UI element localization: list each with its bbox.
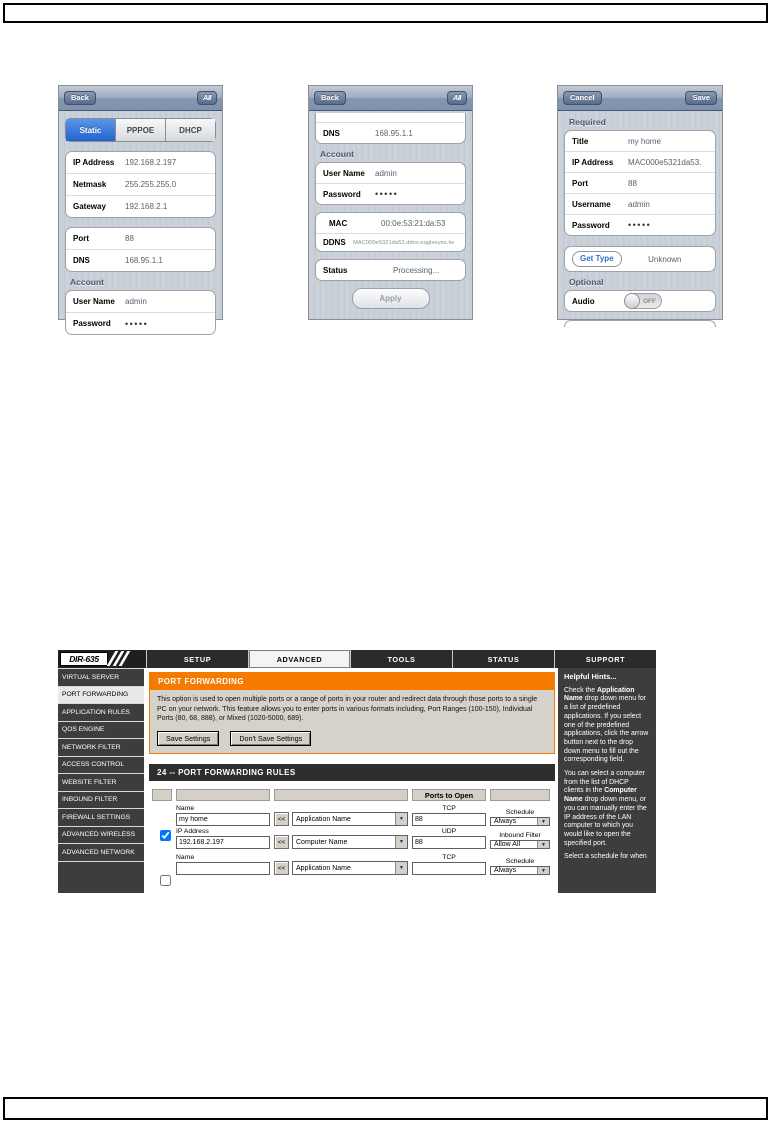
port-forwarding-description: This option is used to open multiple ports or a range of ports in your router and redirect data through those ports to a single PC on your network. This feature allows you to enter ports in various formats including, Port Ranges (100-150), Individual Ports (80, 68, 888), or Mixed (1020-5000, 689).: [157, 696, 538, 722]
port-value: 88: [125, 234, 134, 243]
username-row[interactable]: [66, 291, 215, 313]
schedule-label: Schedule: [505, 809, 535, 816]
account-section-header: Account: [70, 277, 104, 287]
apply-button[interactable]: Apply: [352, 288, 430, 309]
rule2-tcp-input[interactable]: [412, 862, 486, 875]
rule1-computer-name-select[interactable]: [292, 835, 408, 849]
header-cell-schedule: [490, 789, 550, 801]
phone-screenshot-ddns: [308, 85, 473, 320]
password-value: •••••: [125, 318, 149, 329]
username-label: User Name: [73, 297, 115, 306]
password-label: Password: [572, 220, 610, 230]
phone-screenshot-add-device: [557, 85, 723, 320]
schedule-label: Schedule: [505, 858, 535, 865]
rule1-subrow-ip: [176, 828, 550, 849]
rule1-computer-arrow-button[interactable]: <<: [274, 835, 289, 849]
rule-row-2: [152, 854, 550, 875]
get-type-row: [565, 247, 715, 271]
phone-screenshot-network: [58, 85, 223, 329]
name-label: Name: [176, 805, 195, 812]
schedule-value: Always: [494, 867, 517, 874]
save-button[interactable]: Save: [685, 91, 717, 105]
sidebar-item-advanced-wireless[interactable]: ADVANCED WIRELESS: [58, 827, 144, 844]
mac-ddns-group: [315, 212, 466, 252]
username-label: Username: [572, 199, 611, 209]
get-type-button[interactable]: Get Type: [572, 251, 622, 267]
ip-address-value: MAC000e5321da53.: [628, 157, 702, 167]
ip-address-label: IP Address: [572, 157, 614, 167]
tab-setup[interactable]: SETUP: [146, 650, 248, 668]
port-label: Port: [73, 234, 89, 243]
dropdown-arrow-icon: ▼: [537, 867, 549, 874]
port-value: 88: [628, 178, 637, 188]
rule1-app-arrow-button[interactable]: <<: [274, 812, 289, 826]
nav-bar: [59, 86, 222, 111]
rule-row-1: [152, 805, 550, 849]
router-logo-area: [58, 650, 146, 668]
tab-dhcp[interactable]: DHCP: [165, 119, 215, 141]
audio-label: Audio: [572, 296, 595, 306]
rule1-ip-input[interactable]: [176, 836, 270, 849]
sidebar-filler: [58, 862, 144, 894]
password-value: •••••: [628, 220, 652, 230]
ip-address-label: IP Address: [176, 828, 209, 835]
avtech-logo-icon: AII: [447, 91, 467, 105]
account-section-header: Account: [320, 149, 354, 159]
nav-bar: [558, 86, 722, 111]
sidebar-item-virtual-server[interactable]: VIRTUAL SERVER: [58, 669, 144, 686]
dns-value: 168.95.1.1: [125, 256, 163, 265]
helpful-hints-panel: [558, 668, 656, 893]
rule1-name-input[interactable]: [176, 813, 270, 826]
port-row[interactable]: [66, 228, 215, 250]
password-label: Password: [323, 189, 361, 199]
rule1-application-name-select[interactable]: [292, 812, 408, 826]
connection-type-segmented-control: [65, 118, 216, 142]
rule1-schedule-select[interactable]: [490, 817, 550, 826]
port-forwarding-rules-table: [152, 789, 550, 877]
inbound-filter-value: Allow All: [494, 841, 521, 848]
header-cell-name: [176, 789, 270, 801]
title-row[interactable]: [565, 131, 715, 152]
account-group: [315, 162, 466, 205]
rule2-application-name-select[interactable]: [292, 861, 408, 875]
sidebar-item-advanced-network[interactable]: ADVANCED NETWORK: [58, 844, 144, 861]
rule1-tcp-input[interactable]: [412, 813, 486, 826]
toggle-knob-icon: [624, 293, 640, 309]
rule2-app-arrow-button[interactable]: <<: [274, 861, 289, 875]
ip-settings-group: [65, 151, 216, 218]
router-nav-tabs: [146, 650, 656, 668]
save-buttons-row: [157, 731, 547, 746]
username-label: User Name: [323, 168, 365, 178]
rule1-subrow-name: [176, 805, 550, 826]
required-group: [564, 130, 716, 236]
netmask-value: 255.255.255.0: [125, 180, 177, 189]
sidebar-item-qos-engine[interactable]: QOS ENGINE: [58, 722, 144, 739]
title-value: my home: [628, 136, 661, 146]
required-section-header: Required: [569, 117, 606, 127]
port-forwarding-section: [149, 672, 555, 754]
rule2-enable-checkbox[interactable]: [160, 875, 171, 886]
mac-row: [316, 213, 465, 234]
header-cell-ports: Ports to Open: [412, 789, 486, 801]
rule2-subrow-name: [176, 854, 550, 875]
router-screenshot-port-forwarding: [58, 650, 656, 893]
rules-section-title: 24 -- PORT FORWARDING RULES: [149, 764, 555, 781]
tcp-label: TCP: [442, 854, 456, 861]
computer-name-value: Computer Name: [296, 838, 348, 846]
optional-section-header: Optional: [569, 277, 604, 287]
nav-bar: [309, 86, 472, 111]
sidebar-item-network-filter[interactable]: NETWORK FILTER: [58, 739, 144, 756]
udp-label: UDP: [441, 828, 457, 835]
get-type-value: Unknown: [648, 254, 682, 264]
router-sidebar: [58, 668, 144, 893]
dont-save-settings-button[interactable]: Don't Save Settings: [230, 731, 311, 746]
ip-address-row[interactable]: [66, 152, 215, 174]
netmask-label: Netmask: [73, 180, 107, 189]
rule1-inbound-filter-select[interactable]: [490, 840, 550, 849]
dlink-model-logo: DIR-635: [60, 652, 108, 666]
port-forwarding-description-box: [150, 690, 554, 753]
scrolled-group: [315, 113, 466, 144]
tab-status[interactable]: STATUS: [452, 650, 554, 668]
password-row[interactable]: [565, 215, 715, 235]
rule1-udp-input[interactable]: [412, 836, 486, 849]
back-button[interactable]: Back: [64, 91, 96, 105]
header-cell-checkbox: [152, 789, 172, 801]
ip-address-row[interactable]: [565, 152, 715, 173]
username-value: admin: [125, 297, 147, 306]
dns-value: 168.95.1.1: [375, 128, 413, 138]
username-row[interactable]: [316, 163, 465, 184]
help-paragraph-1: Check the Application Name drop down menu for a list of predefined applications. If you select one of the predefined applications, click the arrow button next to the drop down menu to fill out the corresponding field.: [564, 686, 649, 764]
audio-toggle[interactable]: [624, 293, 662, 309]
ddns-value: MAC000e5321da53.ddns.eagleeyes.tw: [353, 239, 455, 246]
name-label: Name: [176, 854, 195, 861]
port-dns-group: [65, 227, 216, 272]
sidebar-item-access-control[interactable]: ACCESS CONTROL: [58, 757, 144, 774]
audio-toggle-state: OFF: [643, 297, 656, 305]
inbound-filter-label: Inbound Filter: [499, 832, 541, 839]
dns-label: DNS: [323, 128, 340, 138]
title-label: Title: [572, 136, 589, 146]
port-forwarding-section-title: PORT FORWARDING: [150, 673, 554, 690]
audio-row: [565, 291, 715, 311]
password-row[interactable]: [316, 184, 465, 204]
gateway-label: Gateway: [73, 202, 106, 211]
sidebar-item-port-forwarding[interactable]: PORT FORWARDING: [58, 687, 144, 704]
save-settings-button[interactable]: Save Settings: [157, 731, 219, 746]
username-value: admin: [628, 199, 650, 209]
gateway-row[interactable]: [66, 196, 215, 217]
dropdown-arrow-icon: ▼: [537, 841, 549, 848]
status-label: Status: [323, 265, 348, 275]
username-row[interactable]: [565, 194, 715, 215]
dropdown-arrow-icon: ▼: [537, 818, 549, 825]
page-header-box: [3, 3, 768, 23]
dropdown-arrow-icon: ▼: [395, 813, 407, 825]
password-value: •••••: [375, 189, 399, 199]
schedule-value: Always: [494, 818, 517, 825]
back-button[interactable]: Back: [314, 91, 346, 105]
avtech-logo-icon: AII: [197, 91, 217, 105]
help-paragraph-2: You can select a computer from the list of DHCP clients in the Computer Name drop down menu, or you can manually enter the IP address of the LAN computer to which you would like to open the specified port.: [564, 770, 647, 847]
username-value: admin: [375, 168, 397, 178]
application-name-value: Application Name: [296, 815, 351, 823]
tab-advanced[interactable]: ADVANCED: [248, 650, 350, 668]
port-row[interactable]: [565, 173, 715, 194]
logo-stripes-icon: [111, 651, 126, 666]
ddns-row: [316, 234, 465, 251]
ip-address-value: 192.168.2.197: [125, 158, 177, 167]
helpful-hints-title: Helpful Hints...: [564, 672, 617, 681]
router-main-content: [146, 668, 558, 893]
clipped-row: [316, 113, 465, 123]
header-cell-application: [274, 789, 408, 801]
password-row[interactable]: [66, 313, 215, 334]
tab-tools[interactable]: TOOLS: [350, 650, 452, 668]
cancel-button[interactable]: Cancel: [563, 91, 602, 105]
netmask-row[interactable]: [66, 174, 215, 196]
dns-row[interactable]: [316, 123, 465, 143]
dns-row[interactable]: [66, 250, 215, 271]
status-row: [316, 260, 465, 280]
status-value: Processing...: [393, 265, 440, 275]
sidebar-item-website-filter[interactable]: WEBSITE FILTER: [58, 774, 144, 791]
dns-label: DNS: [73, 256, 90, 265]
account-group: [65, 290, 216, 335]
rule1-enable-checkbox[interactable]: [160, 830, 171, 841]
tab-support[interactable]: SUPPORT: [554, 650, 656, 668]
sidebar-item-firewall-settings[interactable]: FIREWALL SETTINGS: [58, 809, 144, 826]
router-top-bar: [58, 650, 656, 668]
table-header-row: [152, 789, 550, 801]
optional-group: [564, 290, 716, 312]
password-label: Password: [73, 319, 111, 328]
mac-value: 00:0e:53:21:da:53: [381, 218, 446, 228]
get-type-group: [564, 246, 716, 272]
rule2-name-input[interactable]: [176, 862, 270, 875]
mac-label: MAC: [329, 218, 348, 228]
page-footer-box: [3, 1097, 768, 1120]
rule2-schedule-select[interactable]: [490, 866, 550, 875]
ip-address-label: IP Address: [73, 158, 115, 167]
help-paragraph-3: Select a schedule for when: [564, 853, 647, 861]
tab-static[interactable]: Static: [66, 119, 115, 141]
application-name-value: Application Name: [296, 864, 351, 872]
dropdown-arrow-icon: ▼: [395, 862, 407, 874]
dropdown-arrow-icon: ▼: [395, 836, 407, 848]
clipped-card: [564, 320, 716, 327]
status-group: [315, 259, 466, 281]
sidebar-item-inbound-filter[interactable]: INBOUND FILTER: [58, 792, 144, 809]
ddns-label: DDNS: [323, 238, 346, 247]
tab-pppoe[interactable]: PPPOE: [115, 119, 165, 141]
tcp-label: TCP: [442, 805, 456, 812]
port-label: Port: [572, 178, 588, 188]
gateway-value: 192.168.2.1: [125, 202, 168, 211]
sidebar-item-application-rules[interactable]: APPLICATION RULES: [58, 704, 144, 721]
